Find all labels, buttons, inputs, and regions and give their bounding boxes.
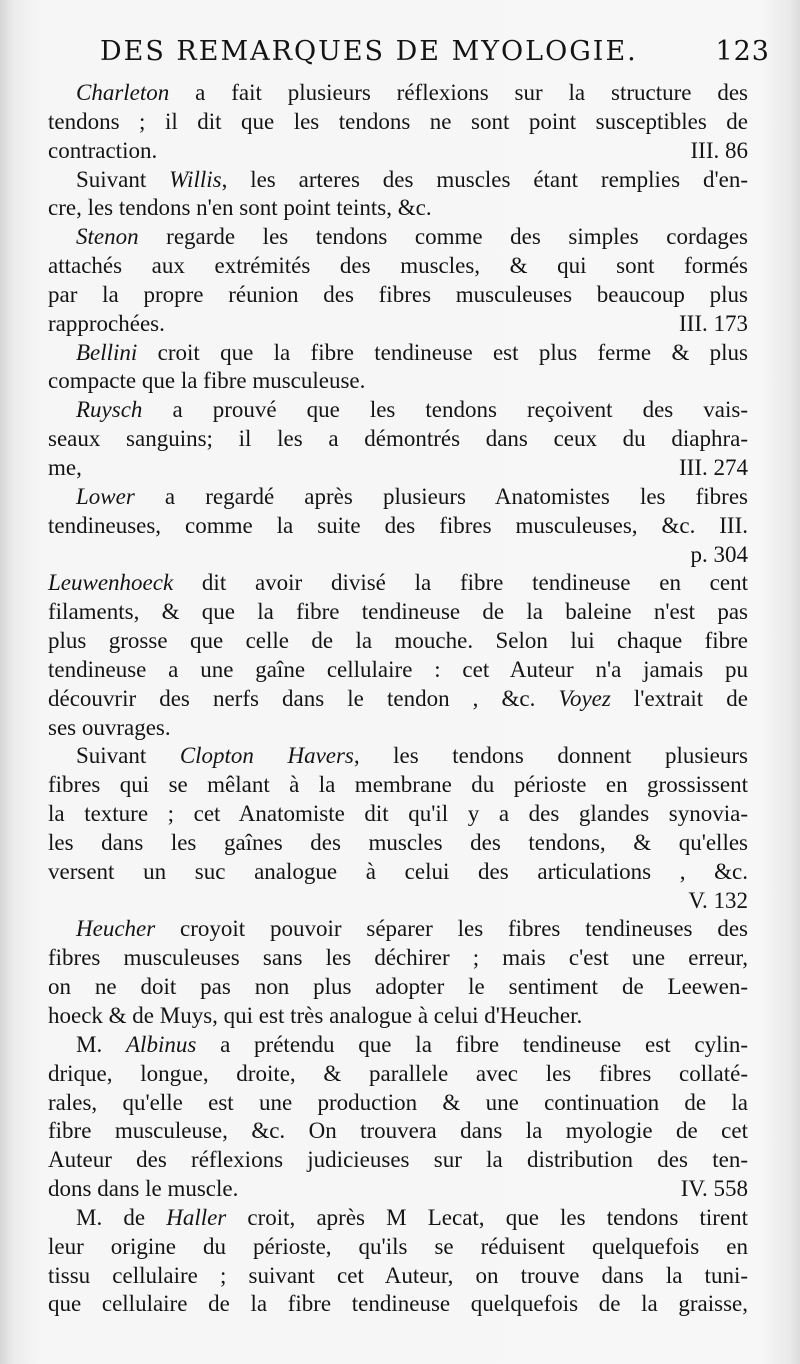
line-text: tendineuses, comme la suite des fibres musculeuses, &c. III.	[48, 512, 748, 538]
text-line	[48, 252, 748, 281]
line-text: Auteur des réflexions judicieuses sur la distribution des ten-	[48, 1147, 748, 1173]
text-line	[48, 166, 748, 195]
line-text: compacte que la fibre musculeuse.	[48, 368, 366, 394]
author-name: Willis	[169, 166, 222, 192]
line-text: versent un suc analogue à celui des articulations , &c.	[48, 858, 748, 884]
text-line	[48, 223, 748, 252]
line-text: rales, qu'elle est une production & une continuation de la	[48, 1089, 748, 1115]
line-text: M. de	[76, 1204, 167, 1230]
text-line	[48, 1089, 748, 1118]
line-text: , les tendons donnent plusieurs	[353, 743, 748, 769]
line-text: croit, après M Lecat, que les tendons tirent	[226, 1204, 748, 1230]
author-name: Voyez	[558, 685, 611, 711]
author-name: Haller	[166, 1204, 227, 1230]
citation: III. 173	[679, 310, 748, 336]
text-line	[48, 656, 748, 685]
text-line	[48, 627, 748, 656]
page-number: 123	[715, 36, 770, 67]
text-line	[48, 1290, 748, 1319]
text-line	[48, 1002, 748, 1031]
line-text: p. 304	[690, 541, 748, 567]
citation: IV. 558	[680, 1176, 748, 1202]
text-line	[48, 800, 748, 829]
running-title: DES REMARQUES DE MYOLOGIE.	[100, 36, 638, 67]
text-line	[48, 541, 748, 570]
author-name: Leuwenhoeck	[48, 570, 174, 596]
line-text: hoeck & de Muys, qui est très analogue à celui d'Heucher.	[48, 1003, 583, 1028]
line-text: dit avoir divisé la fibre tendineuse en cent	[173, 570, 748, 596]
line-text: les dans les gaînes des muscles des tendons, & qu'elles	[48, 829, 748, 855]
line-text: , les arteres des muscles étant remplies d'en-	[221, 166, 749, 192]
line-text: croyoit pouvoir séparer les fibres tendineuses des	[155, 916, 748, 942]
text-line	[48, 569, 748, 598]
text-line	[48, 1060, 748, 1089]
line-text: on ne doit pas non plus adopter le sentiment de Leewen-	[48, 974, 748, 1000]
citation: III. 86	[690, 137, 748, 163]
text-line	[48, 512, 748, 541]
text-line	[48, 915, 748, 944]
line-text: la texture ; cet Anatomiste dit qu'il y a des glandes synovia-	[48, 801, 748, 827]
line-text: découvrir des nerfs dans le tendon , &c.	[48, 685, 559, 711]
line-text: regarde les tendons comme des simples cordages	[138, 224, 748, 250]
text-line	[48, 887, 748, 916]
text-line	[48, 425, 748, 454]
line-text: fibres musculeuses sans les déchirer ; mais c'est une erreur,	[48, 945, 748, 971]
text-line	[48, 858, 748, 887]
line-text: croit que la fibre tendineuse est plus ferme & plus	[137, 339, 748, 365]
line-text: a fait plusieurs réflexions sur la structure des	[169, 80, 748, 105]
line-text: Suivant	[76, 743, 180, 769]
body-text	[48, 79, 748, 1319]
text-line	[48, 1146, 748, 1175]
line-text: plus grosse que celle de la mouche. Selon lui chaque fibre	[48, 628, 748, 654]
text-line	[48, 1031, 748, 1060]
author-name: Stenon	[76, 224, 139, 250]
line-text: me,	[48, 454, 82, 480]
line-text: a regardé après plusieurs Anatomistes les fibres	[134, 483, 748, 509]
line-text: tissu cellulaire ; suivant cet Auteur, on trouve dans la tuni-	[48, 1262, 748, 1288]
line-text: que cellulaire de la fibre tendineuse quelquefois de la graisse,	[48, 1291, 748, 1317]
line-text: tendineuse a une gaîne cellulaire : cet Auteur n'a jamais pu	[48, 656, 748, 682]
author-name: Lower	[76, 483, 135, 509]
line-text: seaux sanguins; il les a démontrés dans ceux du diaphra-	[48, 426, 748, 452]
text-line	[48, 310, 748, 339]
line-text: leur origine du périoste, qu'ils se réduisent quelquefois en	[48, 1233, 748, 1259]
text-line	[48, 454, 748, 483]
line-text: Suivant	[76, 166, 170, 192]
line-text: a prétendu que la fibre tendineuse est cylin-	[196, 1031, 749, 1057]
text-line	[48, 367, 748, 396]
line-text: a prouvé que les tendons reçoivent des vais-	[142, 397, 748, 423]
text-line	[48, 137, 748, 166]
author-name: Albinus	[126, 1031, 197, 1057]
text-line	[48, 281, 748, 310]
text-line	[48, 598, 748, 627]
text-line	[48, 973, 748, 1002]
line-text: tendons ; il dit que les tendons ne sont point susceptibles de	[48, 108, 748, 134]
line-text: dons dans le muscle.	[48, 1176, 239, 1202]
author-name: Heucher	[76, 916, 156, 942]
line-text: filaments, & que la fibre tendineuse de la baleine n'est pas	[48, 599, 748, 625]
line-text: ses ouvrages.	[48, 714, 171, 740]
line-text: fibres qui se mêlant à la membrane du périoste en grossissent	[48, 772, 748, 798]
line-text: V. 132	[688, 887, 748, 913]
line-text: rapprochées.	[48, 310, 165, 336]
line-text: attachés aux extrémités des muscles, & qui sont formés	[48, 253, 748, 279]
text-line	[48, 771, 748, 800]
text-line	[48, 483, 748, 512]
text-line	[48, 685, 748, 714]
line-text: drique, longue, droite, & parallele avec les fibres collaté-	[48, 1060, 748, 1086]
text-line	[48, 742, 748, 771]
author-name: Ruysch	[76, 397, 143, 423]
text-line	[48, 1262, 748, 1291]
line-text: fibre musculeuse, &c. On trouvera dans la myologie de cet	[48, 1118, 748, 1144]
text-line	[48, 944, 748, 973]
running-header	[100, 36, 770, 67]
line-text: contraction.	[48, 137, 158, 163]
text-line	[48, 194, 748, 223]
author-name: Bellini	[76, 339, 138, 365]
author-name: Charleton	[76, 80, 170, 105]
line-text: l'extrait de	[610, 685, 748, 711]
text-line	[48, 1233, 748, 1262]
text-line	[48, 1117, 748, 1146]
text-line	[48, 1204, 748, 1233]
citation: III. 274	[679, 454, 748, 480]
text-line	[48, 79, 748, 108]
text-line	[48, 1175, 748, 1204]
text-line	[48, 108, 748, 137]
text-line	[48, 396, 748, 425]
text-line	[48, 829, 748, 858]
line-text: par la propre réunion des fibres musculeuses beaucoup plus	[48, 281, 748, 307]
line-text: cre, les tendons n'en sont point teints, &c.	[48, 195, 432, 221]
line-text: M.	[76, 1031, 126, 1057]
text-line	[48, 339, 748, 368]
author-name: Clopton Havers	[179, 743, 354, 769]
text-line	[48, 714, 748, 743]
